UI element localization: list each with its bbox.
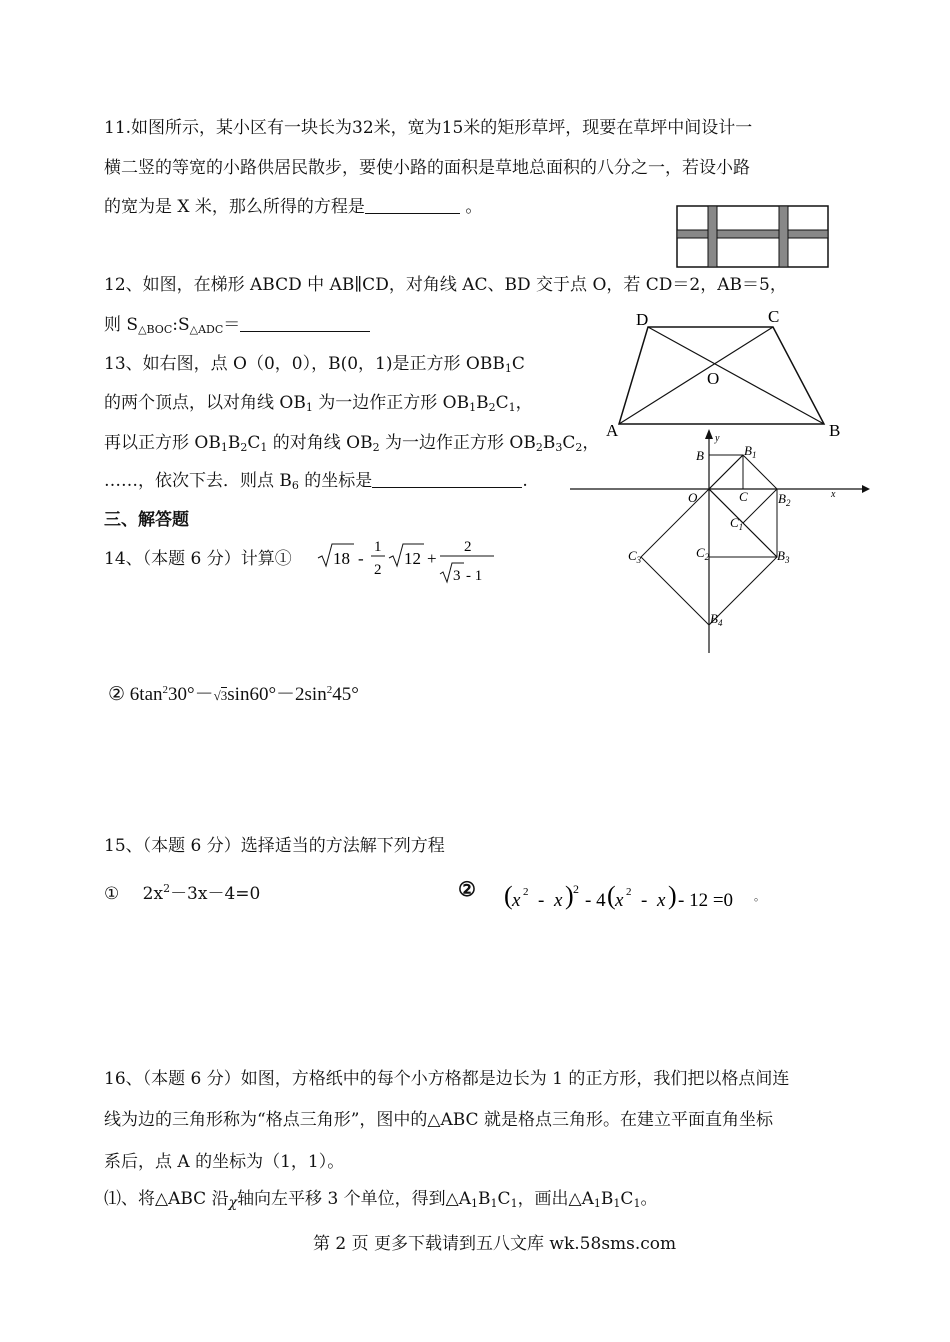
eq2-outer-sq: 2 [573,882,579,896]
q16-p1-d: C [497,1189,511,1209]
q14-p2-radicand: 3 [220,688,228,703]
q13-l3-h: ， [582,433,600,453]
q13-l2-c: B [476,393,489,413]
q16-p1-s6: 1 [633,1197,641,1210]
q14-part2 [108,679,359,707]
q16-p1-h: 。 [640,1189,658,1209]
q15-part1 [104,878,260,905]
q15-stem: 15、（本题 6 分）选择适当的方法解下列方程 [104,836,445,856]
q13-l2-d: C [495,393,509,413]
eq2-minus4: - 4 [585,890,606,911]
q14-stem: 14、（本题 6 分）计算① [104,549,292,569]
radicand-12: 12 [404,549,421,568]
q14-p2-s2: 2 [326,684,333,696]
q14-p2-circle: ② [108,684,126,705]
frac-numerator: 2 [464,539,472,555]
q13-l3-s1: 1 [220,441,228,454]
q13-l2-s3: 2 [488,401,496,414]
label-a: A [606,421,619,440]
fig-label-c: C [739,489,748,504]
q13-line1 [104,353,525,380]
page-footer: 第 2 页 更多下载请到五八文库 wk.58sms.com [313,1234,677,1254]
fig-label-b: B [696,448,704,463]
q14-expression-1 [316,534,506,590]
eq2-x2: x [554,890,563,911]
q11-line3-text: 的宽为是 X 米，那么所得的方程是 [104,197,365,217]
q13-l4-b: 的坐标是 [298,471,373,491]
q16-p1-g: C [620,1189,634,1209]
half-numerator: 1 [374,539,382,555]
fig-label-x: x [831,489,836,500]
q13-l2-s1: 1 [305,401,313,414]
diagonal-bd [648,327,824,424]
fig-label-b4: $B_4$ [710,611,723,628]
fig-label-b1: $B_1$ [744,443,757,460]
fig-label-c3: $C_3$ [628,548,642,565]
q13-answer-blank[interactable] [372,471,522,488]
q13-l3-s3: 1 [260,441,268,454]
q13-l1-a: 13、如右图，点 O（0，0），B(0，1)是正方形 OBB [104,354,505,374]
q14-p2-s1: 2 [162,684,169,696]
minus-sign: - [358,549,364,568]
label-b: B [829,421,841,440]
q13-l2-a: 的两个顶点，以对角线 OB [104,393,306,413]
q13-l3-e: 为一边作正方形 OB [379,433,536,453]
q11-line3 [104,196,482,218]
q16-line1: 16、（本题 6 分）如图，方格纸中的每个小方格都是边长为 1 的正方形，我们把以格点间连 [104,1069,790,1089]
plus-sign: + [427,549,437,568]
lawn-path-vertical-right [779,206,788,267]
q15-p2-circle: ② [458,877,476,901]
q16-p1-s1: 1 [471,1197,479,1210]
q16-p1-e: ，画出△A [517,1189,594,1209]
q13-line2 [104,392,533,419]
q14-p2-b: 30°－ [168,684,214,705]
half-denominator: 2 [374,562,382,578]
q12-answer-blank[interactable] [240,315,370,332]
paren-open-2: ( [607,881,616,910]
q16-p1-s5: 1 [613,1197,621,1210]
q15-p1-circle: ① [104,884,120,904]
paren-open-1: ( [504,881,513,910]
q12-line2 [104,314,370,341]
q16-p1-a: ⑴、将△ABC 沿 [104,1189,229,1209]
q16-p1-chi: χ [228,1195,238,1211]
lawn-path-vertical-left [708,206,717,267]
q14-p2-c: sin60°－2sin [227,684,327,705]
fig-label-c1: $C_1$ [730,515,744,532]
eq2-sq2: 2 [626,886,632,898]
q13-l3-s2: 2 [240,441,248,454]
fig-label-c2: $C_2$ [696,545,710,562]
eq2-x1: x [512,890,521,911]
q13-l3-b: B [227,433,241,453]
lawn-figure [676,205,830,269]
label-d: D [636,310,649,329]
q13-l3-s6: 3 [555,441,563,454]
q13-l3-s4: 2 [372,441,380,454]
q12-sub-boc: △BOC [138,323,173,336]
q15-equation-2 [504,878,764,914]
eq2-end: 。 [754,891,765,903]
frac-tail: - 1 [466,568,483,584]
eq2-x3: x [615,890,624,911]
q13-line3 [104,432,599,459]
q12-prefix: 则 S [104,315,139,335]
q12-line1: 12、如图，在梯形 ABCD 中 AB∥CD，对角线 AC、BD 交于点 O，若 CD＝2，AB＝5， [104,275,787,295]
q16-p1-f: B [600,1189,614,1209]
q15-p1-eq-b: －3x－4=0 [170,884,261,904]
q13-l2-s2: 1 [469,401,477,414]
trapezoid-abcd [619,327,824,424]
q13-l3-c: C [247,433,261,453]
q16-line2: 线为边的三角形称为“格点三角形”，图中的△ABC 就是格点三角形。在建立平面直角坐标 [104,1110,773,1130]
q13-l4-end: . [522,471,528,491]
fig-label-b3: $B_3$ [777,548,790,565]
q11-answer-blank[interactable] [365,197,460,214]
square-spiral-figure [570,425,870,655]
q13-l2-s4: 1 [508,401,516,414]
radicand-18: 18 [333,549,350,568]
q12-eq: ＝ [223,315,241,335]
q13-l1-b: C [511,354,525,374]
q13-l3-a: 再以正方形 OB [104,433,221,453]
section3-title: 三、解答题 [104,510,189,530]
q12-sub-adc: △ADC [189,323,224,336]
label-c: C [768,307,780,326]
paren-close-2: ) [668,881,677,910]
q14-p2-sqrt: √3 [213,688,228,703]
paren-close-1: ) [565,881,574,910]
q13-l3-f: B [542,433,556,453]
fig-label-b2: $B_2$ [778,491,791,508]
lawn-path-horizontal [677,230,828,238]
q16-p1-c: B [478,1189,491,1209]
y-axis-arrow [705,429,713,439]
eq2-minus3: - [641,890,648,911]
x-axis-arrow [862,485,870,493]
q11-line3-end: 。 [465,197,483,217]
q16-p1-s3: 1 [510,1197,518,1210]
label-o: O [707,369,720,388]
q16-p1-s4: 1 [593,1197,601,1210]
eq2-sq1: 2 [523,886,529,898]
q13-l3-s5: 2 [535,441,543,454]
diagonal-ac [619,327,773,424]
eq2-minus1: - [538,890,545,911]
q12-colon: :S [172,315,190,335]
q14-p2-d: 45° [332,684,359,705]
fig-label-o: O [688,490,698,505]
q13-l1-sub: 1 [504,362,512,375]
q11-line2: 横二竖的等宽的小路供居民散步，要使小路的面积是草地总面积的八分之一，若设小路 [104,158,750,178]
q13-l3-g: C [562,433,576,453]
q14-p2-a: 6tan [129,684,163,705]
q16-p1-b: 轴向左平移 3 个单位，得到△A [237,1189,472,1209]
q15-p1-sup: 2 [163,882,171,895]
trapezoid-figure [600,300,860,445]
q16-p1-s2: 1 [490,1197,498,1210]
eq2-x4: x [657,890,666,911]
q13-l2-b: 为一边作正方形 OB [312,393,470,413]
q16-line3: 系后，点 A 的坐标为（1，1）。 [104,1152,345,1172]
q13-l3-s7: 2 [575,441,583,454]
q15-p1-eq-a: 2x [142,884,164,904]
q13-l4-a: ……，依次下去．则点 B [104,471,292,491]
q13-l2-e: ， [515,393,533,413]
q13-l4-sub: 6 [291,479,299,492]
q16-part1 [104,1188,657,1215]
fig-label-y: y [715,433,720,444]
q13-line4 [104,470,528,497]
eq2-tail: - 12 =0 [678,890,734,911]
diag-ob1 [709,455,743,489]
q11-line1: 11.如图所示，某小区有一块长为32米，宽为15米的矩形草坪，现要在草坪中间设计一 [104,118,753,138]
q13-l3-d: 的对角线 OB [267,433,373,453]
radicand-3: 3 [453,568,461,584]
